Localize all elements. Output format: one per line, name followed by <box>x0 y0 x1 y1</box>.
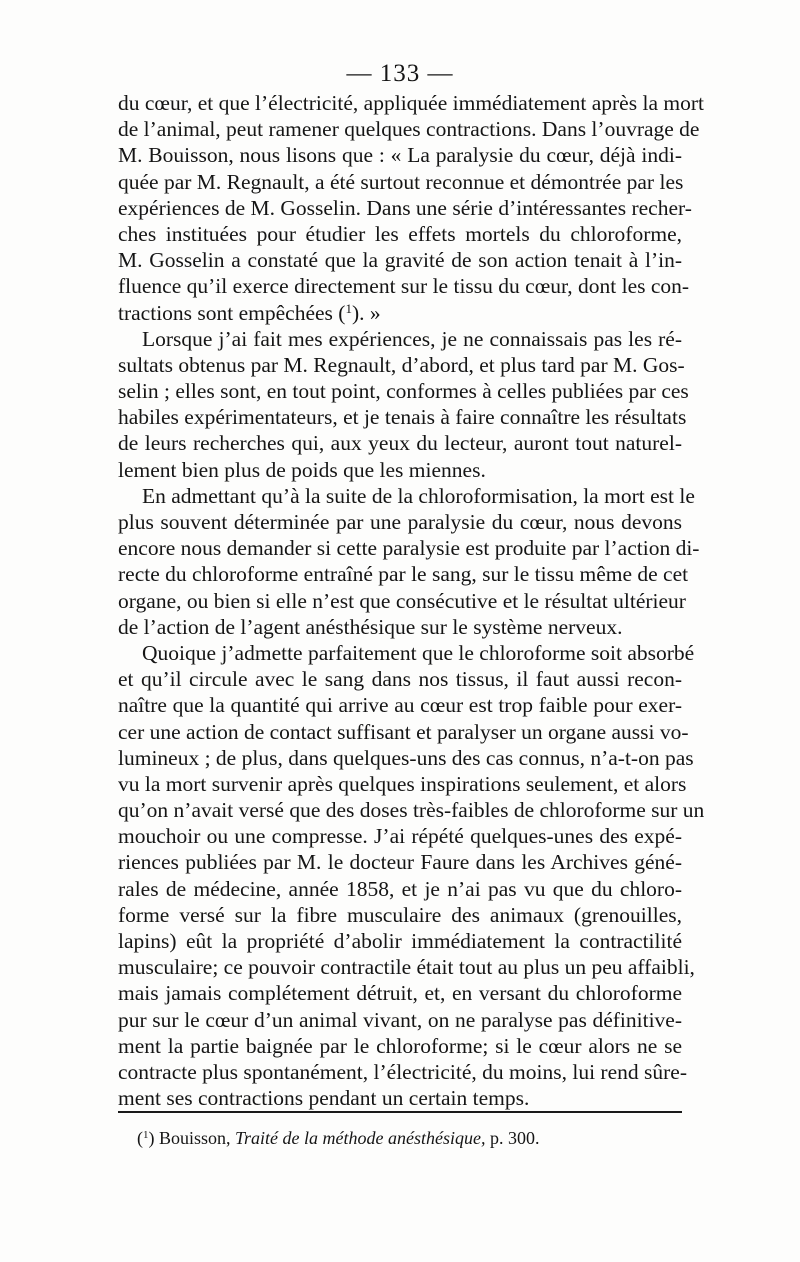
footnote-divider <box>118 1111 682 1113</box>
text-line: Quoique j’admette parfaitement que le chloroforme soit absorbé <box>142 640 695 665</box>
text-line: expériences de M. Gosselin. Dans une série d’intéressantes recher- <box>118 195 692 220</box>
text-line: du cœur, et que l’électricité, appliquée immédiatement après la mort <box>118 91 704 115</box>
text-line: ches instituées pour étudier les effets mortels du chloroforme, <box>118 221 682 246</box>
footnote-reference: 1 <box>345 300 352 316</box>
text-line: recte du chloroforme entraîné par le sang, sur le tissu même de cet <box>118 562 689 587</box>
text-line: mouchoir ou une compresse. J’ai répété quelques-unes des expé- <box>118 824 682 849</box>
text-line: de l’action de l’agent anésthésique sur le système nerveux. <box>118 614 623 639</box>
text-line: de leurs recherches qui, aux yeux du lecteur, auront tout naturel- <box>118 431 682 456</box>
footnote-mark-number: 1 <box>143 1129 149 1141</box>
page-number: — 133 — <box>346 60 454 87</box>
text-line: lumineux ; de plus, dans quelques-uns des cas connus, n’a-t-on pas <box>118 745 694 770</box>
text-line: qu’on n’avait versé que des doses très-faibles de chloroforme sur un <box>118 798 705 823</box>
text-line: lement bien plus de poids que les miennes. <box>118 457 486 482</box>
text-line: lapins) eût la propriété d’abolir immédiatement la contractilité <box>118 929 682 953</box>
text-line: riences publiées par M. le docteur Faure dans les Archives géné- <box>118 850 682 875</box>
text-line: rales de médecine, année 1858, et je n’ai pas vu que du chloro- <box>118 876 682 901</box>
text-line: mais jamais complétement détruit, et, en versant du chloroforme <box>118 981 682 1006</box>
line-text: tractions sont empêchées ( <box>118 300 346 325</box>
footnote-page-ref: p. 300. <box>490 1128 540 1148</box>
text-line: habiles expérimentateurs, et je tenais à faire connaître les résultats <box>118 405 687 430</box>
text-line <box>118 300 682 326</box>
footnote-title: Traité de la méthode anésthésique, <box>235 1128 486 1148</box>
text-line: contracte plus spontanément, l’électricité, du moins, lui rend sûre- <box>118 1059 687 1084</box>
text-line: de l’animal, peut ramener quelques contractions. Dans l’ouvrage de <box>118 117 700 142</box>
text-line: M. Bouisson, nous lisons que : « La paralysie du cœur, déjà indi- <box>118 143 682 168</box>
text-line: plus souvent déterminée par une paralysie du cœur, nous devons <box>118 510 682 534</box>
text-line: fluence qu’il exerce directement sur le tissu du cœur, dont les con- <box>118 274 690 299</box>
text-line: selin ; elles sont, en tout point, conformes à celles publiées par ces <box>118 379 689 404</box>
text-line: ment ses contractions pendant un certain temps. <box>118 1086 530 1111</box>
text-line: vu la mort survenir après quelques inspirations seulement, et alors <box>118 771 687 796</box>
text-line: musculaire; ce pouvoir contractile était tout au plus un peu affaibli, <box>118 955 695 980</box>
line-text: ). » <box>351 300 381 325</box>
text-line: ment la partie baignée par le chloroforme; si le cœur alors ne se <box>118 1033 682 1058</box>
text-line: naître que la quantité qui arrive au cœur est trop faible pour exer- <box>118 693 682 718</box>
text-line: sultats obtenus par M. Regnault, d’abord, et plus tard par M. Gos- <box>118 352 685 377</box>
text-line: forme versé sur la fibre musculaire des animaux (grenouilles, <box>118 902 682 927</box>
text-line: quée par M. Regnault, a été surtout reconnue et démontrée par les <box>118 169 684 194</box>
footnote-mark: ($^1$) <box>137 1128 155 1148</box>
text-line: M. Gosselin a constaté que la gravité de son action tenait à l’in- <box>118 248 682 273</box>
text-line: En admettant qu’à la suite de la chloroformisation, la mort est le <box>142 483 695 508</box>
footnote <box>137 1128 540 1149</box>
footnote-author: Bouisson, <box>159 1128 231 1148</box>
text-line: organe, ou bien si elle n’est que consécutive et le résultat ultérieur <box>118 588 686 613</box>
text-line: encore nous demander si cette paralysie est produite par l’action di- <box>118 536 700 561</box>
body-text <box>118 90 705 1111</box>
text-line: et qu’il circule avec le sang dans nos tissus, il faut aussi recon- <box>118 667 682 692</box>
text-line: pur sur le cœur d’un animal vivant, on ne paralyse pas définitive- <box>118 1007 682 1032</box>
text-line: cer une action de contact suffisant et paralyser un organe aussi vo- <box>118 719 689 744</box>
text-line: Lorsque j’ai fait mes expériences, je ne connaissais pas les ré- <box>142 326 682 351</box>
